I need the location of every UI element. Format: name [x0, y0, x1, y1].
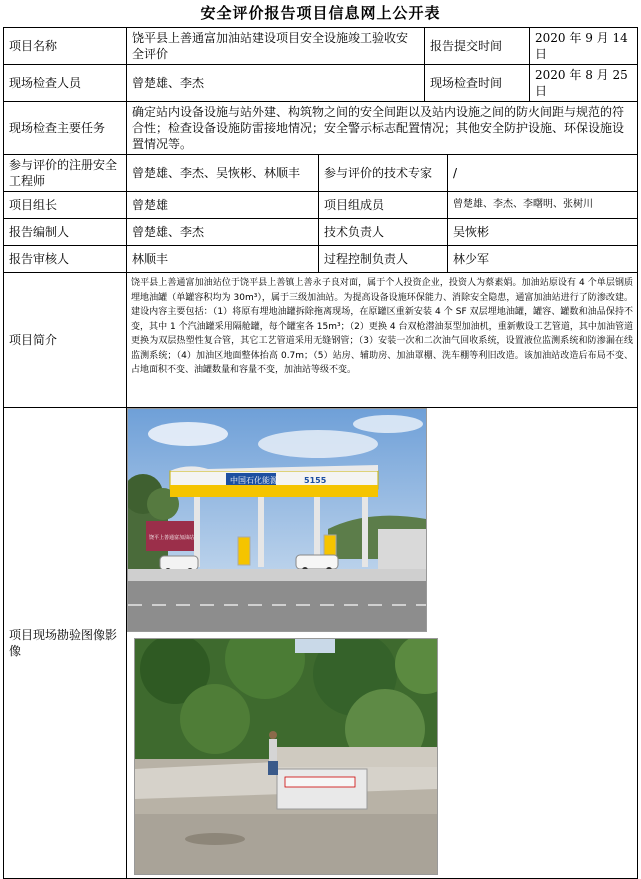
members-value: 曾楚雄、李杰、李曙明、张树川: [448, 192, 638, 219]
construction-site-photo: [134, 638, 438, 875]
engineers-value: 曾楚雄、李杰、吴恢彬、林顺丰: [127, 155, 319, 192]
reviewer-value: 林顺丰: [127, 246, 319, 273]
experts-label: 参与评价的技术专家: [319, 155, 448, 192]
author-value: 曾楚雄、李杰: [127, 219, 319, 246]
intro-label: 项目简介: [4, 273, 127, 408]
banner-text: 饶平上善通富加油站: [149, 535, 195, 541]
construction-illustration: [135, 639, 437, 874]
project-name-value: 饶平县上善通富加油站建设项目安全设施竣工验收安全评价: [127, 28, 425, 65]
report-date-label: 报告提交时间: [425, 28, 530, 65]
gas-station-illustration: [128, 409, 426, 631]
tasks-value: 确定站内设备设施与站外建、构筑物之间的安全间距以及站内设施之间的防火间距与规范的符合性；检查设备设施防雷接地情况；安全警示标志配置情况；其他安全防护设施、环保设施设置情况等。: [127, 102, 638, 155]
inspect-date-label: 现场检查时间: [425, 65, 530, 102]
inspect-date-value: 2020 年 8 月 25 日: [530, 65, 638, 102]
canopy-brand-text: 中国石化能源: [230, 476, 278, 485]
main-table: [3, 27, 638, 879]
tasks-label: 现场检查主要任务: [4, 102, 127, 155]
project-name-label: 项目名称: [4, 28, 127, 65]
report-date-value: 2020 年 9 月 14 日: [530, 28, 638, 65]
author-label: 报告编制人: [4, 219, 127, 246]
engineers-label: 参与评价的注册安全工程师: [4, 155, 127, 192]
photos-label: 项目现场勘验图像影像: [4, 408, 127, 879]
leader-value: 曾楚雄: [127, 192, 319, 219]
inspectors-label: 现场检查人员: [4, 65, 127, 102]
gas-station-photo: [127, 408, 427, 632]
members-label: 项目组成员: [319, 192, 448, 219]
canopy-number-text: 5155: [304, 476, 327, 485]
photos-cell: [127, 408, 638, 879]
process-label: 过程控制负责人: [319, 246, 448, 273]
tech-label: 技术负责人: [319, 219, 448, 246]
inspectors-value: 曾楚雄、李杰: [127, 65, 425, 102]
process-value: 林少军: [448, 246, 638, 273]
leader-label: 项目组长: [4, 192, 127, 219]
intro-value: 饶平县上善通富加油站位于饶平县上善镇上善永子良对面，属于个人投资企业，投资人为蔡素娟。加油站原设有 4 个单层钢质埋地油罐（单罐容积均为 30m³），属于三级加油站。为提高设备设施环保能力、消除安全隐患，通富加油站进行了防渗改建。建设内容主要包括：（1）将原有埋地油罐拆除拖离现场，在原罐区重新安装 4 个 SF 双层埋地油罐，罐容、罐数和油品保持不变，其中 1 个汽油罐采用隔舱罐，每个罐室各 15m³；（2）更换 4 台双枪潜油泵型加油机，重新敷设工艺管道，其中加油管道更换为双层热塑性复合管，其它工艺管道采用无缝钢管；（3）安装一次和二次油气回收系统，设置液位监测系统和防渗漏在线监测系统；（4）加油区地面整体抬高 0.7m；（5）站房、辅助房、加油罩棚、洗车棚等利旧改造。该加油站改造后布局不变、占地面积不变、油罐数量和容量不变，加油站等级不变。: [127, 273, 638, 408]
experts-value: /: [448, 155, 638, 192]
reviewer-label: 报告审核人: [4, 246, 127, 273]
page-title: 安全评价报告项目信息网上公开表: [200, 4, 441, 22]
tech-value: 吴恢彬: [448, 219, 638, 246]
